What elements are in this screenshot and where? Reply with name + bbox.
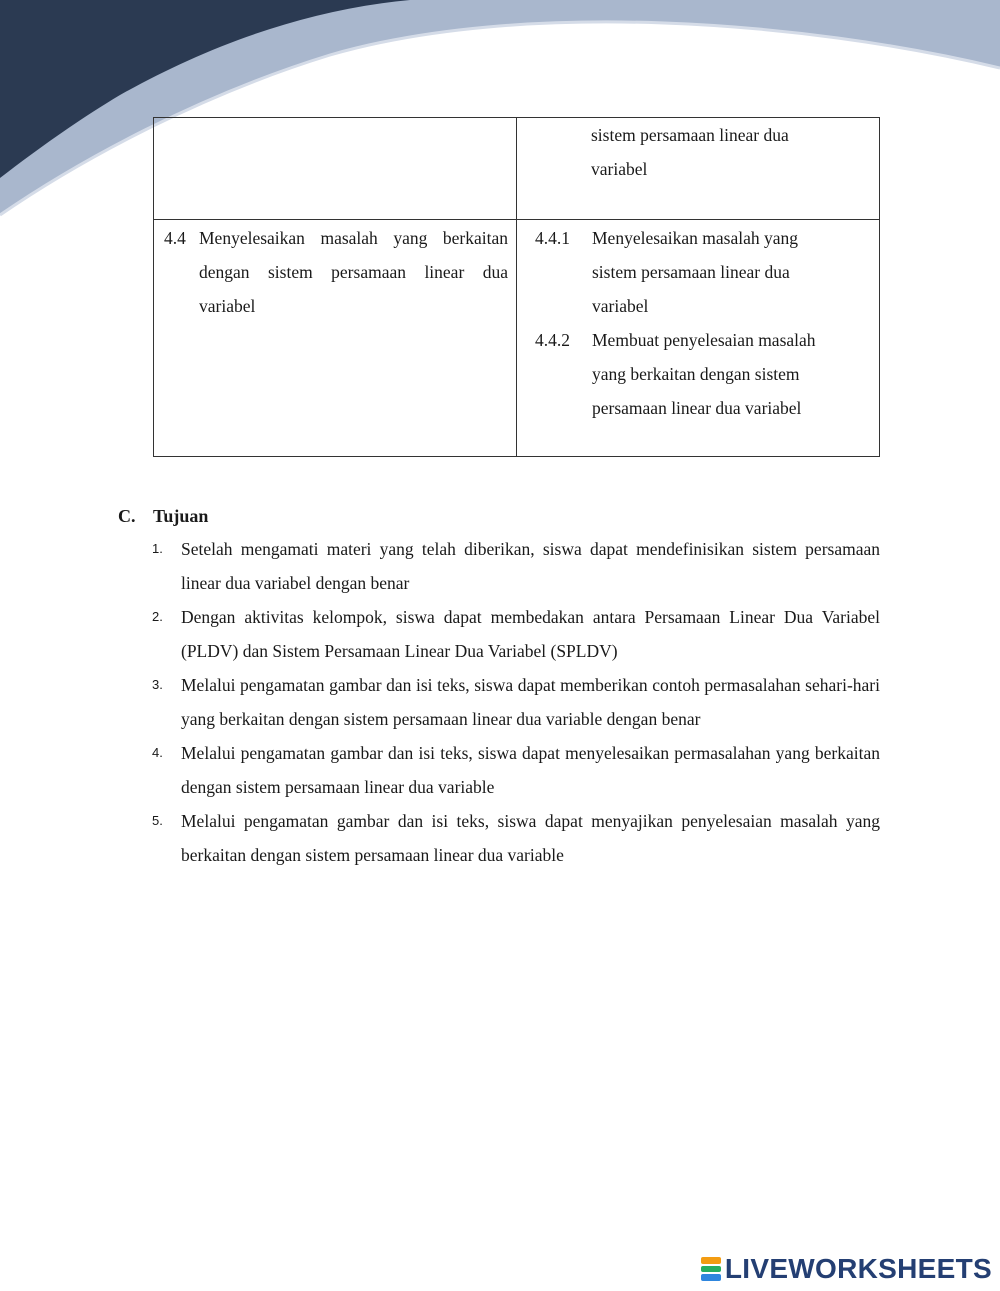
icon-block xyxy=(701,1257,721,1264)
indicator-line: sistem persamaan linear dua xyxy=(591,125,789,145)
list-item-number: 5. xyxy=(152,813,163,828)
list-item-text: Melalui pengamatan gambar dan isi teks, siswa dapat memberikan contoh permasalahan sehari-hari yang berkaitan dengan sistem persamaan linear dua variable dengan benar xyxy=(181,675,880,729)
indicator-line: yang berkaitan dengan sistem xyxy=(592,364,800,384)
list-item-text: Setelah mengamati materi yang telah diberikan, siswa dapat mendefinisikan sistem persamaan linear dua variabel dengan benar xyxy=(181,539,880,593)
list-item xyxy=(152,600,880,668)
list-item xyxy=(152,736,880,804)
indicator-line: Membuat penyelesaian masalah xyxy=(592,330,816,350)
indicator-entry xyxy=(517,221,879,323)
list-item-text: Melalui pengamatan gambar dan isi teks, siswa dapat menyelesaikan permasalahan yang berkaitan dengan sistem persamaan linear dua variable xyxy=(181,743,880,797)
liveworksheets-icon xyxy=(701,1256,721,1282)
liveworksheets-logo-text: LIVEWORKSHEETS xyxy=(724,1253,992,1284)
indicator-line: Menyelesaikan masalah yang xyxy=(592,228,799,248)
list-item-number: 4. xyxy=(152,745,163,760)
list-item-text: Dengan aktivitas kelompok, siswa dapat membedakan antara Persamaan Linear Dua Variabel (PLDV) dan Sistem Persamaan Linear Dua Variabel (SPLDV) xyxy=(181,607,880,661)
kd-number: 4.4 xyxy=(164,228,186,248)
list-item-number: 2. xyxy=(152,609,163,624)
table-row xyxy=(154,220,880,457)
liveworksheets-logo[interactable] xyxy=(701,1253,992,1285)
icon-block xyxy=(701,1274,721,1281)
indicator-line: sistem persamaan linear dua xyxy=(592,262,790,282)
table-cell-kd xyxy=(154,220,517,457)
indicator-line: variabel xyxy=(591,159,648,179)
indicator-number: 4.4.2 xyxy=(535,330,570,350)
table-cell-indicator xyxy=(517,118,880,220)
section-heading xyxy=(118,502,208,530)
table-cell-indicator xyxy=(517,220,880,457)
kd-text: Menyelesaikan masalah yang berkaitan dengan sistem persamaan linear dua variabel xyxy=(199,228,508,316)
indicator-line: variabel xyxy=(592,296,649,316)
list-item-number: 3. xyxy=(152,677,163,692)
section-title: Tujuan xyxy=(153,506,209,526)
indicator-line: persamaan linear dua variabel xyxy=(592,398,802,418)
kd-entry xyxy=(154,220,516,323)
competency-table xyxy=(153,117,880,457)
list-item-text: Melalui pengamatan gambar dan isi teks, siswa dapat menyajikan penyelesaian masalah yang berkaitan dengan sistem persamaan linear dua variable xyxy=(181,811,880,865)
table-row xyxy=(154,118,880,220)
list-item xyxy=(152,668,880,736)
list-item xyxy=(152,804,880,872)
indicator-entry xyxy=(517,323,879,425)
section-letter: C. xyxy=(118,506,136,526)
icon-block xyxy=(701,1266,721,1273)
table-cell-kd xyxy=(154,118,517,220)
goals-list xyxy=(152,532,880,872)
indicator-number: 4.4.1 xyxy=(535,228,570,248)
list-item xyxy=(152,532,880,600)
list-item-number: 1. xyxy=(152,541,163,556)
